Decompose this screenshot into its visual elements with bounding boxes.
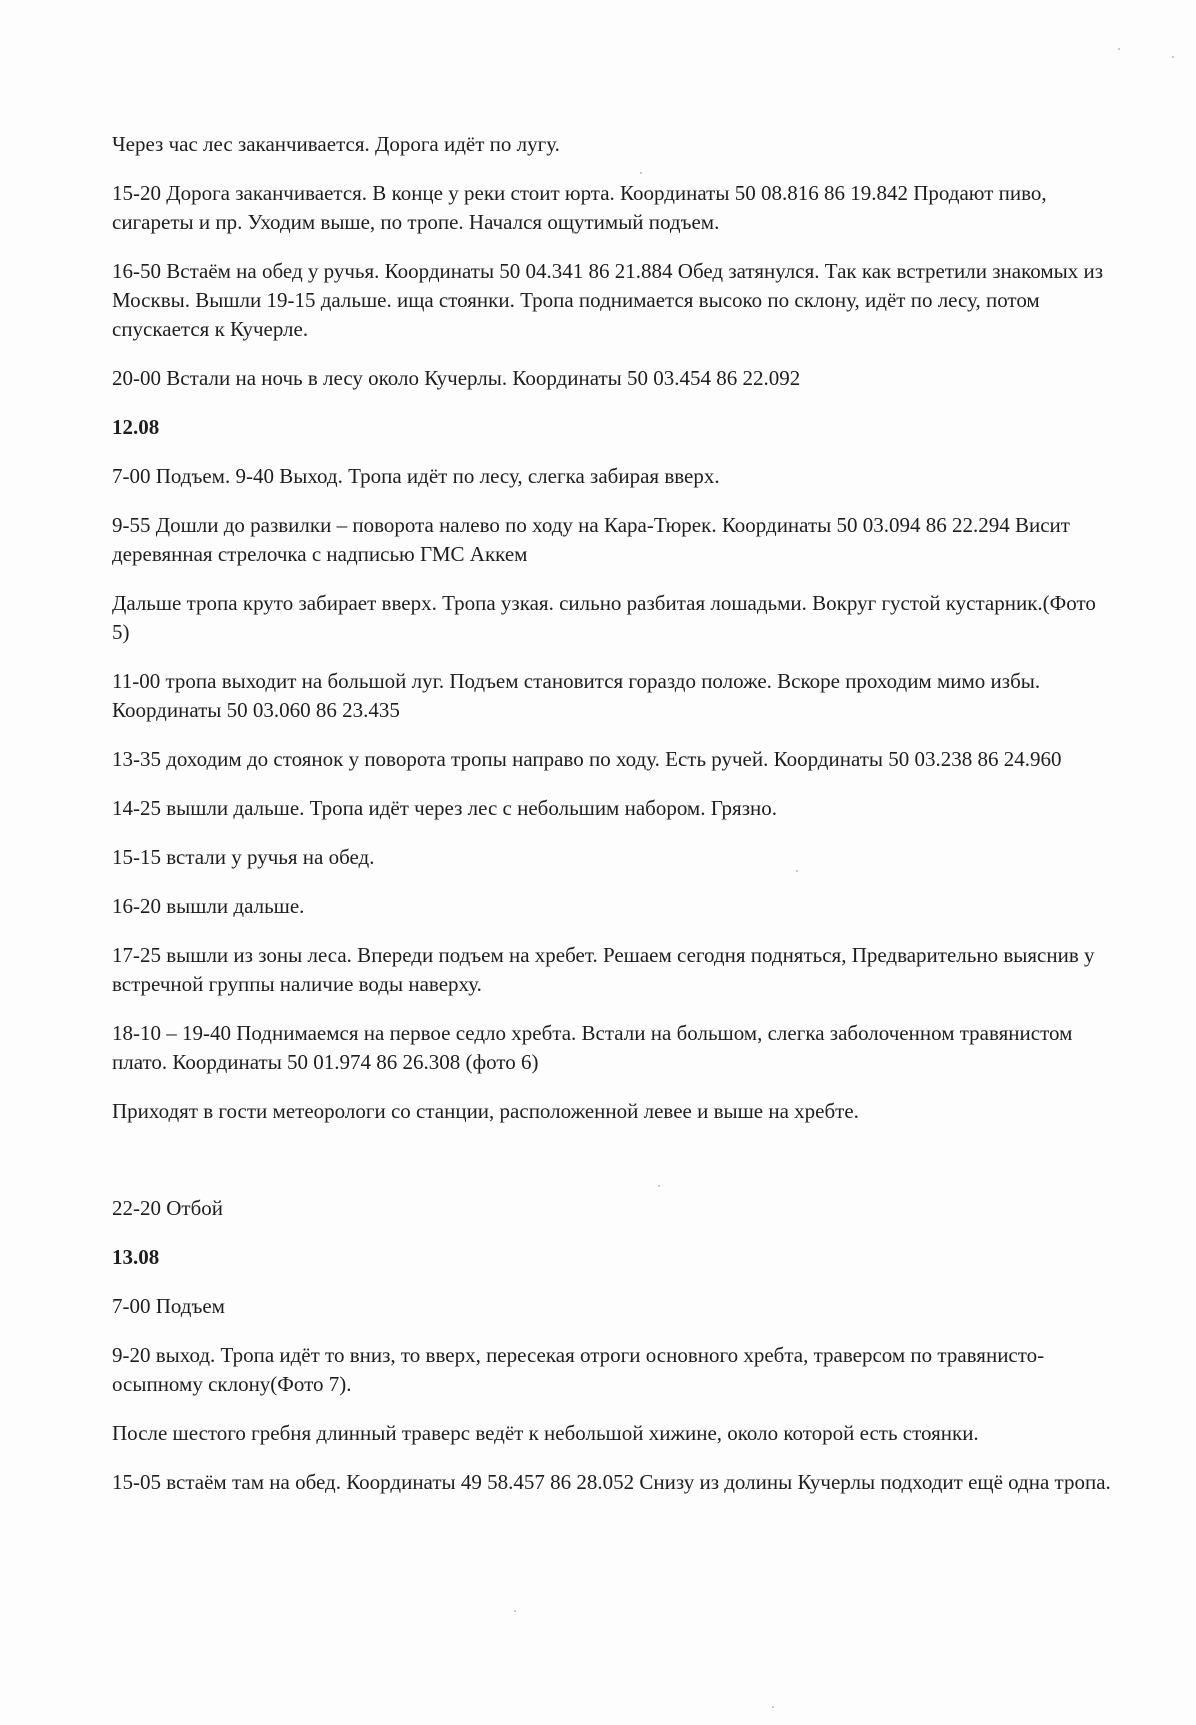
diary-paragraph: 18-10 – 19-40 Поднимаемся на первое седло хребта. Встали на большом, слегка заболоченном травянистом плато. Координаты 50 01.974 86 26.308 (фото 6) <box>112 1021 1073 1074</box>
date-heading: 13.08 <box>112 1245 160 1269</box>
scan-speck <box>1118 48 1120 50</box>
scan-speck <box>1172 56 1174 58</box>
diary-paragraph: 11-00 тропа выходит на большой луг. Подъем становится гораздо положе. Вскоре проходим мимо избы. Координаты 50 03.060 86 23.435 <box>112 669 1041 722</box>
diary-paragraph: 9-20 выход. Тропа идёт то вниз, то вверх, пересекая отроги основного хребта, траверсом по травянисто-осыпному склону(Фото 7). <box>112 1343 1045 1396</box>
diary-paragraph: 22-20 Отбой <box>112 1196 224 1220</box>
diary-paragraph: 13-35 доходим до стоянок у поворота тропы направо по ходу. Есть ручей. Координаты 50 03.238 86 24.960 <box>112 747 1062 771</box>
date-heading: 12.08 <box>112 415 160 439</box>
diary-paragraph: 17-25 вышли из зоны леса. Впереди подъем на хребет. Решаем сегодня подняться, Предварительно выяснив у встречной группы наличие воды наверху. <box>112 943 1095 996</box>
diary-paragraph: 20-00 Встали на ночь в лесу около Кучерлы. Координаты 50 03.454 86 22.092 <box>112 366 801 390</box>
diary-paragraph: 16-20 вышли дальше. <box>112 894 305 918</box>
diary-paragraph: 16-50 Встаём на обед у ручья. Координаты 50 04.341 86 21.884 Обед затянулся. Так как встретили знакомых из Москвы. Вышли 19-15 дальше. ища стоянки. Тропа поднимается высоко по склону, идёт по лесу, потом спускается к Кучерле. <box>112 259 1104 341</box>
diary-paragraph: После шестого гребня длинный траверс ведёт к небольшой хижине, около которой есть стоянки. <box>112 1421 979 1445</box>
scan-speck <box>772 1706 774 1708</box>
diary-paragraph: Через час лес заканчивается. Дорога идёт по лугу. <box>112 132 560 156</box>
diary-paragraph: 9-55 Дошли до развилки – поворота налево по ходу на Кара-Тюрек. Координаты 50 03.094 86 22.294 Висит деревянная стрелочка с надписью ГМС Аккем <box>112 513 1070 566</box>
diary-paragraph: 15-05 встаём там на обед. Координаты 49 58.457 86 28.052 Снизу из долины Кучерлы подходит ещё одна тропа. <box>112 1470 1111 1494</box>
diary-text <box>112 130 1112 1517</box>
diary-paragraph: 14-25 вышли дальше. Тропа идёт через лес с небольшим набором. Грязно. <box>112 796 777 820</box>
diary-paragraph: Дальше тропа круто забирает вверх. Тропа узкая. сильно разбитая лошадьми. Вокруг густой кустарник.(Фото 5) <box>112 591 1096 644</box>
diary-paragraph: 15-15 встали у ручья на обед. <box>112 845 375 869</box>
diary-paragraph: 15-20 Дорога заканчивается. В конце у реки стоит юрта. Координаты 50 08.816 86 19.842 Продают пиво, сигареты и пр. Уходим выше, по тропе. Начался ощутимый подъем. <box>112 181 1047 234</box>
scan-speck <box>514 1610 516 1612</box>
diary-paragraph: 7-00 Подъем. 9-40 Выход. Тропа идёт по лесу, слегка забирая вверх. <box>112 464 720 488</box>
diary-paragraph: 7-00 Подъем <box>112 1294 225 1318</box>
blank-line <box>112 1146 1112 1194</box>
diary-paragraph: Приходят в гости метеорологи со станции, расположенной левее и выше на хребте. <box>112 1099 859 1123</box>
